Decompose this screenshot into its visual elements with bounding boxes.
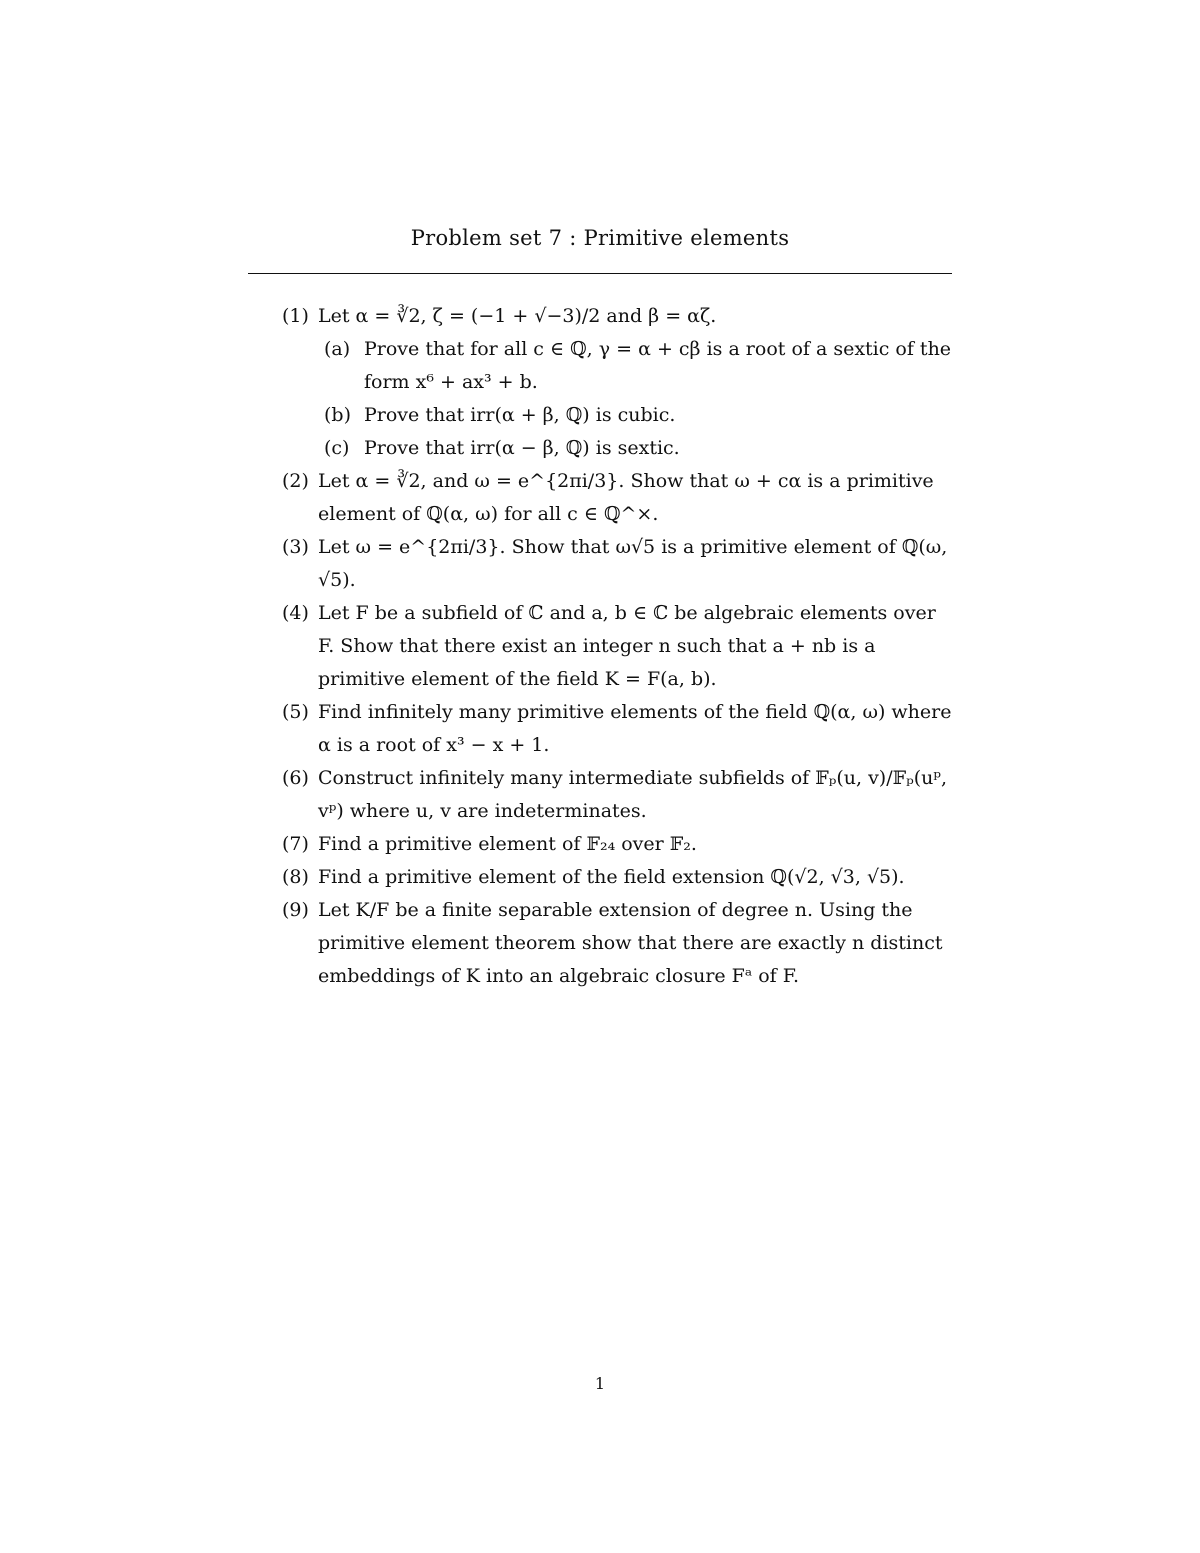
problem-2	[248, 465, 952, 531]
problem-1b	[248, 399, 952, 432]
problem-text: Find a primitive element of 𝔽₂₄ over 𝔽₂.	[318, 833, 697, 855]
problem-number: (2)	[282, 470, 309, 492]
problem-text: Construct infinitely many intermediate subfields of 𝔽ₚ(u, v)/𝔽ₚ(uᵖ, vᵖ) where u, v are indeterminates.	[318, 767, 947, 822]
problem-5	[248, 696, 952, 762]
problem-list	[248, 300, 952, 993]
subproblem-text: Prove that for all c ∈ ℚ, γ = α + cβ is a root of a sextic of the form x⁶ + ax³ + b.	[364, 338, 952, 393]
subproblem-text: Prove that irr(α + β, ℚ) is cubic.	[364, 404, 676, 426]
problem-text: Let K/F be a finite separable extension of degree n. Using the primitive element theorem show that there are exactly n distinct embeddings of K into an algebraic closure Fᵃ of F.	[318, 899, 943, 987]
problem-number: (8)	[282, 866, 309, 888]
page-title: Problem set 7 : Primitive elements	[410, 226, 790, 250]
subproblem-text: Prove that irr(α − β, ℚ) is sextic.	[364, 437, 680, 459]
problem-text: Let α = ∛2, and ω = e^{2πi/3}. Show that ω + cα is a primitive element of ℚ(α, ω) for all c ∈ ℚ^×.	[318, 470, 934, 525]
problem-7	[248, 828, 952, 861]
problem-number: (5)	[282, 701, 309, 723]
subproblem-number: (c)	[324, 437, 350, 459]
problem-1	[248, 300, 952, 333]
problem-1c	[248, 432, 952, 465]
problem-text: Let α = ∛2, ζ = (−1 + √−3)/2 and β = αζ.	[318, 305, 717, 327]
title-rule	[248, 273, 952, 274]
problem-text: Find a primitive element of the field extension ℚ(√2, √3, √5).	[318, 866, 905, 888]
problem-number: (6)	[282, 767, 309, 789]
problem-number: (1)	[282, 305, 309, 327]
problem-1a	[248, 333, 952, 399]
problem-number: (7)	[282, 833, 309, 855]
problem-3	[248, 531, 952, 597]
problem-number: (9)	[282, 899, 309, 921]
problem-text: Let F be a subfield of ℂ and a, b ∈ ℂ be algebraic elements over F. Show that there exist an integer n such that a + nb is a primitive element of the field K = F(a, b).	[318, 602, 936, 690]
subproblem-number: (a)	[324, 338, 351, 360]
page-number: 1	[594, 1374, 606, 1393]
problem-text: Let ω = e^{2πi/3}. Show that ω√5 is a primitive element of ℚ(ω, √5).	[318, 536, 948, 591]
problem-number: (4)	[282, 602, 309, 624]
problem-4	[248, 597, 952, 696]
problem-8	[248, 861, 952, 894]
problem-9	[248, 894, 952, 993]
subproblem-number: (b)	[324, 404, 351, 426]
problem-number: (3)	[282, 536, 309, 558]
problem-6	[248, 762, 952, 828]
problem-text: Find infinitely many primitive elements of the field ℚ(α, ω) where α is a root of x³ − x + 1.	[318, 701, 952, 756]
